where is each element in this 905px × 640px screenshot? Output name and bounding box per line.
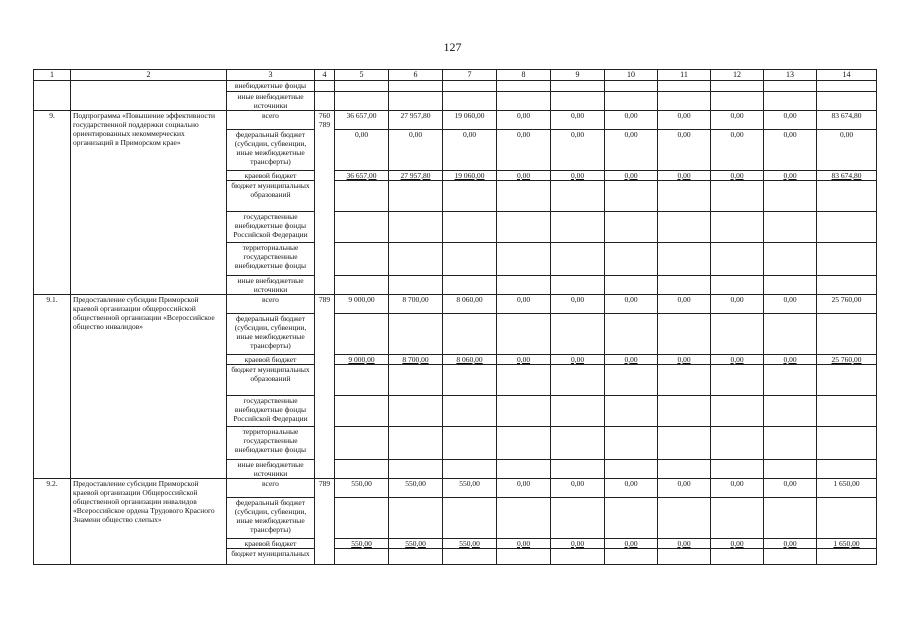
value-cell	[389, 275, 443, 294]
value-cell	[817, 180, 877, 211]
value-cell: 0,00	[658, 478, 711, 497]
value-cell	[711, 211, 764, 242]
value-cell: 0,00	[551, 478, 605, 497]
value-cell	[497, 180, 551, 211]
value-cell: 550,00	[389, 538, 443, 548]
value-cell	[389, 364, 443, 395]
value-cell: 0,00	[605, 478, 658, 497]
value-cell: 0,00	[497, 538, 551, 548]
value-cell	[764, 459, 817, 478]
value-cell: 0,00	[711, 294, 764, 313]
value-cell	[497, 395, 551, 426]
value-cell: 0,00	[605, 129, 658, 170]
value-cell	[658, 211, 711, 242]
value-cell: 0,00	[764, 129, 817, 170]
value-cell	[551, 548, 605, 564]
budget-code-value: 760	[318, 110, 331, 120]
value-cell	[443, 242, 497, 275]
value-cell: 0,00	[711, 170, 764, 180]
source-cell: федеральный бюджет (субсидии, субвенции, иные межбюджетные трансферты)	[227, 129, 315, 170]
value-cell: 0,00	[551, 538, 605, 548]
value-cell	[497, 459, 551, 478]
value-cell: 36 657,00	[335, 170, 389, 180]
value-cell	[551, 242, 605, 275]
value-cell: 19 060,00	[443, 110, 497, 129]
source-cell: территориальные государственные внебюджетные фонды	[227, 242, 315, 275]
value-cell	[658, 426, 711, 459]
table-cell	[34, 80, 71, 110]
value-cell: 0,00	[497, 129, 551, 170]
value-cell	[551, 211, 605, 242]
source-cell: территориальные государственные внебюджетные фонды	[227, 426, 315, 459]
value-cell	[443, 180, 497, 211]
value-cell	[443, 275, 497, 294]
value-cell	[497, 275, 551, 294]
column-header-row	[34, 70, 877, 81]
value-cell	[335, 180, 389, 211]
value-cell	[551, 364, 605, 395]
value-cell	[711, 180, 764, 211]
column-header: 11	[658, 70, 711, 81]
value-cell: 0,00	[658, 294, 711, 313]
budget-code-value: 789	[318, 119, 331, 129]
budget-table	[33, 69, 877, 565]
value-cell	[658, 364, 711, 395]
source-cell: краевой бюджет	[227, 170, 315, 180]
value-cell	[389, 242, 443, 275]
value-cell: 1 650,00	[817, 478, 877, 497]
table-row	[34, 294, 877, 313]
source-cell: всего	[227, 478, 315, 497]
value-cell: 27 957,80	[389, 110, 443, 129]
item-number: 9.2.	[34, 478, 71, 564]
value-cell	[764, 242, 817, 275]
value-cell: 0,00	[711, 354, 764, 364]
value-cell: 0,00	[497, 110, 551, 129]
value-cell: 1 650,00	[817, 538, 877, 548]
source-cell: государственные внебюджетные фонды Российской Федерации	[227, 395, 315, 426]
value-cell	[605, 211, 658, 242]
value-cell: 9 000,00	[335, 354, 389, 364]
source-cell: всего	[227, 294, 315, 313]
value-cell	[497, 548, 551, 564]
value-cell	[658, 180, 711, 211]
value-cell	[389, 497, 443, 538]
value-cell	[605, 426, 658, 459]
value-cell: 0,00	[497, 294, 551, 313]
value-cell	[497, 497, 551, 538]
value-cell	[658, 497, 711, 538]
budget-code	[315, 110, 335, 294]
value-cell: 0,00	[551, 354, 605, 364]
column-header: 5	[335, 70, 389, 81]
value-cell	[551, 313, 605, 354]
value-cell: 25 760,00	[817, 354, 877, 364]
value-cell: 0,00	[817, 129, 877, 170]
value-cell	[551, 426, 605, 459]
value-cell	[605, 459, 658, 478]
value-cell	[551, 395, 605, 426]
column-header: 4	[315, 70, 335, 81]
value-cell: 0,00	[658, 354, 711, 364]
value-cell	[711, 426, 764, 459]
value-cell	[817, 242, 877, 275]
value-cell: 0,00	[764, 354, 817, 364]
source-cell: краевой бюджет	[227, 354, 315, 364]
value-cell	[658, 275, 711, 294]
column-header: 2	[71, 70, 227, 81]
value-cell	[335, 242, 389, 275]
value-cell	[335, 313, 389, 354]
value-cell	[658, 313, 711, 354]
value-cell: 0,00	[497, 478, 551, 497]
value-cell	[335, 426, 389, 459]
value-cell	[335, 211, 389, 242]
source-cell: государственные внебюджетные фонды Российской Федерации	[227, 211, 315, 242]
value-cell	[335, 497, 389, 538]
value-cell	[817, 313, 877, 354]
value-cell	[551, 497, 605, 538]
value-cell: 0,00	[658, 129, 711, 170]
value-cell: 8 060,00	[443, 354, 497, 364]
value-cell	[443, 395, 497, 426]
column-header: 3	[227, 70, 315, 81]
value-cell	[497, 364, 551, 395]
value-cell	[711, 313, 764, 354]
value-cell	[389, 548, 443, 564]
value-cell: 550,00	[443, 478, 497, 497]
value-cell	[658, 395, 711, 426]
value-cell	[497, 211, 551, 242]
value-cell	[711, 548, 764, 564]
value-cell	[764, 548, 817, 564]
value-cell	[551, 459, 605, 478]
source-cell: федеральный бюджет (субсидии, субвенции, иные межбюджетные трансферты)	[227, 497, 315, 538]
column-header: 7	[443, 70, 497, 81]
value-cell	[335, 395, 389, 426]
value-cell: 27 957,80	[389, 170, 443, 180]
value-cell	[711, 364, 764, 395]
value-cell	[817, 364, 877, 395]
page-number: 127	[443, 40, 462, 54]
value-cell	[764, 313, 817, 354]
value-cell	[658, 459, 711, 478]
value-cell	[658, 548, 711, 564]
source-cell: иные внебюджетные источники	[227, 91, 315, 110]
value-cell	[605, 313, 658, 354]
table-row	[34, 80, 877, 91]
source-cell: бюджет муниципальных образований	[227, 364, 315, 395]
value-cell	[817, 275, 877, 294]
value-cell	[443, 313, 497, 354]
value-cell	[605, 275, 658, 294]
value-cell	[605, 497, 658, 538]
value-cell	[711, 275, 764, 294]
value-cell	[764, 364, 817, 395]
table-cell	[71, 80, 227, 110]
value-cell: 0,00	[711, 478, 764, 497]
value-cell	[389, 211, 443, 242]
value-cell: 8 700,00	[389, 294, 443, 313]
value-cell	[389, 426, 443, 459]
value-cell	[817, 497, 877, 538]
value-cell	[711, 395, 764, 426]
source-cell: иные внебюджетные источники	[227, 459, 315, 478]
table-row	[34, 110, 877, 129]
value-cell: 0,00	[764, 478, 817, 497]
value-cell	[443, 497, 497, 538]
value-cell: 0,00	[335, 129, 389, 170]
value-cell: 0,00	[551, 294, 605, 313]
column-header: 6	[389, 70, 443, 81]
value-cell: 8 700,00	[389, 354, 443, 364]
value-cell	[817, 395, 877, 426]
value-cell	[335, 548, 389, 564]
value-cell	[817, 548, 877, 564]
value-cell: 0,00	[658, 170, 711, 180]
value-cell: 9 000,00	[335, 294, 389, 313]
source-cell: краевой бюджет	[227, 538, 315, 548]
source-cell: всего	[227, 110, 315, 129]
value-cell	[711, 242, 764, 275]
budget-code-value: 789	[318, 478, 331, 488]
value-cell	[497, 426, 551, 459]
value-cell	[551, 180, 605, 211]
value-cell: 0,00	[711, 110, 764, 129]
value-cell: 0,00	[764, 110, 817, 129]
source-cell: федеральный бюджет (субсидии, субвенции, иные межбюджетные трансферты)	[227, 313, 315, 354]
column-header: 1	[34, 70, 71, 81]
value-cell: 0,00	[658, 110, 711, 129]
source-cell: бюджет муниципальных	[227, 548, 315, 564]
value-cell: 0,00	[551, 129, 605, 170]
source-cell: иные внебюджетные источники	[227, 275, 315, 294]
value-cell	[443, 211, 497, 242]
value-cell	[764, 211, 817, 242]
value-cell: 83 674,80	[817, 170, 877, 180]
value-cell: 83 674,80	[817, 110, 877, 129]
value-cell	[443, 459, 497, 478]
value-cell	[764, 180, 817, 211]
item-name: Предоставление субсидии Приморской краевой организации общероссийской общественной организации «Всероссийское общество инвалидов»	[71, 294, 227, 478]
value-cell	[443, 364, 497, 395]
value-cell	[443, 548, 497, 564]
item-name: Подпрограмма «Повышение эффективности государственной поддержки социально ориентированных некоммерческих организаций в Приморском крае»	[71, 110, 227, 294]
value-cell: 0,00	[658, 538, 711, 548]
budget-code	[315, 294, 335, 478]
value-cell: 0,00	[605, 170, 658, 180]
value-cell: 0,00	[711, 129, 764, 170]
source-cell: бюджет муниципальных образований	[227, 180, 315, 211]
column-header: 13	[764, 70, 817, 81]
value-cell: 8 060,00	[443, 294, 497, 313]
value-cell: 0,00	[551, 110, 605, 129]
item-number: 9.1.	[34, 294, 71, 478]
value-cell: 550,00	[389, 478, 443, 497]
value-cell: 0,00	[605, 354, 658, 364]
value-cell: 550,00	[443, 538, 497, 548]
item-number: 9.	[34, 110, 71, 294]
column-header: 9	[551, 70, 605, 81]
value-cell: 0,00	[605, 294, 658, 313]
item-name: Предоставление субсидии Приморской краевой организации Общероссийской общественной организации инвалидов «Всероссийское ордена Трудового Красного Знамени общество слепых»	[71, 478, 227, 564]
value-cell: 0,00	[711, 538, 764, 548]
value-cell	[497, 242, 551, 275]
value-cell: 0,00	[497, 354, 551, 364]
value-cell: 550,00	[335, 538, 389, 548]
value-cell	[711, 497, 764, 538]
budget-code	[315, 478, 335, 564]
value-cell	[389, 180, 443, 211]
value-cell: 0,00	[605, 110, 658, 129]
value-cell	[389, 395, 443, 426]
value-cell	[764, 497, 817, 538]
value-cell: 0,00	[551, 170, 605, 180]
value-cell: 0,00	[497, 170, 551, 180]
value-cell	[711, 459, 764, 478]
value-cell: 0,00	[605, 538, 658, 548]
source-cell: внебюджетные фонды	[227, 80, 315, 91]
column-header: 10	[605, 70, 658, 81]
column-header: 14	[817, 70, 877, 81]
value-cell: 0,00	[389, 129, 443, 170]
value-cell: 36 657,00	[335, 110, 389, 129]
budget-code-value: 789	[318, 294, 331, 304]
value-cell: 19 060,00	[443, 170, 497, 180]
value-cell: 25 760,00	[817, 294, 877, 313]
value-cell	[389, 459, 443, 478]
value-cell	[443, 426, 497, 459]
value-cell: 0,00	[764, 294, 817, 313]
value-cell	[764, 275, 817, 294]
value-cell	[335, 459, 389, 478]
value-cell	[817, 426, 877, 459]
value-cell	[605, 548, 658, 564]
value-cell	[551, 275, 605, 294]
value-cell	[658, 242, 711, 275]
value-cell	[764, 395, 817, 426]
value-cell	[764, 426, 817, 459]
value-cell	[335, 364, 389, 395]
value-cell: 0,00	[443, 129, 497, 170]
value-cell	[605, 242, 658, 275]
column-header: 12	[711, 70, 764, 81]
value-cell: 0,00	[764, 170, 817, 180]
table-row	[34, 478, 877, 497]
value-cell: 0,00	[764, 538, 817, 548]
value-cell	[389, 313, 443, 354]
value-cell	[497, 313, 551, 354]
value-cell	[605, 180, 658, 211]
value-cell	[817, 459, 877, 478]
value-cell: 550,00	[335, 478, 389, 497]
value-cell	[605, 395, 658, 426]
column-header: 8	[497, 70, 551, 81]
value-cell	[335, 275, 389, 294]
value-cell	[817, 211, 877, 242]
value-cell	[605, 364, 658, 395]
